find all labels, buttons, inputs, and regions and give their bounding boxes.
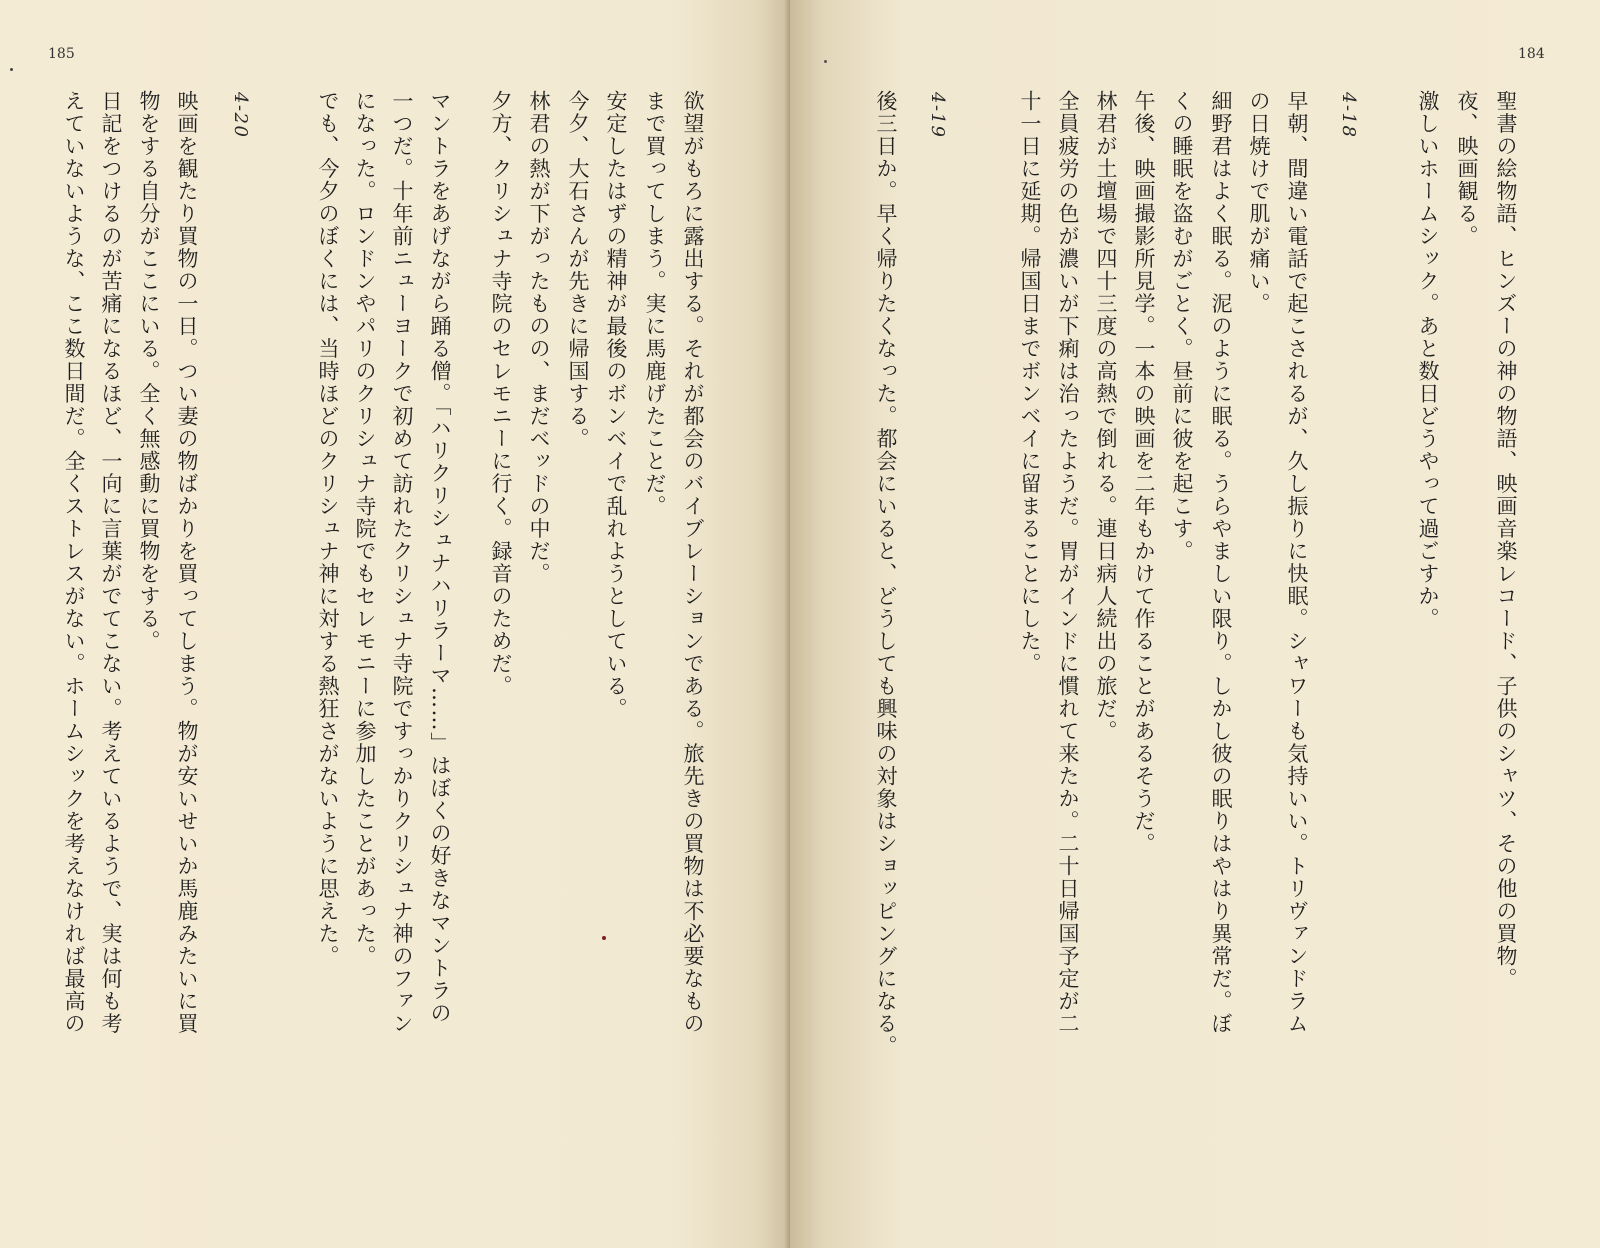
entry-heading: 4-20: [230, 92, 251, 139]
text-column: 林君が土壇場で四十三度の高熱で倒れる。連日病人続出の旅だ。: [1094, 90, 1118, 743]
text-column: 激しいホームシック。あと数日どうやって過ごすか。: [1416, 90, 1440, 630]
text-column: 夜、映画観る。: [1455, 90, 1479, 248]
entry-heading: 4-19: [927, 92, 948, 139]
text-column: まで買ってしまう。実に馬鹿げたことだ。: [643, 90, 667, 518]
ink-speck: [10, 68, 13, 71]
text-column: 早朝、間違い電話で起こされるが、久し振りに快眠。シャワーも気持いい。トリヴァンドラム: [1285, 90, 1309, 1035]
text-column: 細野君はよく眠る。泥のように眠る。うらやましい限り。しかし彼の眠りはやはり異常だ。ぼ: [1209, 90, 1233, 1035]
text-column: 今夕、大石さんが先きに帰国する。: [566, 90, 590, 450]
left-page: [0, 0, 790, 1248]
text-column: 十一日に延期。帰国日までボンベイに留まることにした。: [1018, 90, 1042, 675]
text-column: 午後、映画撮影所見学。一本の映画を二年もかけて作ることがあるそうだ。: [1132, 90, 1156, 855]
text-column: になった。ロンドンやパリのクリシュナ寺院でもセレモニーに参加したことがあった。: [353, 90, 377, 968]
entry-heading: 4-18: [1338, 92, 1359, 139]
text-column: 物をする自分がここにいる。全く無感動に買物をする。: [137, 90, 161, 653]
text-column: 全員疲労の色が濃いが下痢は治ったようだ。胃がインドに慣れて来たか。二十日帰国予定が二: [1056, 90, 1080, 1035]
right-page: [790, 0, 1600, 1248]
ink-speck: [824, 60, 827, 63]
text-column: 後三日か。早く帰りたくなった。都会にいると、どうしても興味の対象はショッピングになる。: [874, 90, 898, 1058]
text-column: 日記をつけるのが苦痛になるほど、一向に言葉がでてこない。考えているようで、実は何も考: [99, 90, 123, 1035]
text-column: 林君の熱が下がったものの、まだベッドの中だ。: [527, 90, 551, 585]
text-column: の日焼けで肌が痛い。: [1247, 90, 1271, 315]
text-column: 安定したはずの精神が最後のボンベイで乱れようとしている。: [604, 90, 628, 720]
text-column: くの睡眠を盗むがごとく。昼前に彼を起こす。: [1170, 90, 1194, 563]
ink-speck: [602, 936, 606, 940]
page-number: 184: [1518, 46, 1545, 62]
text-column: でも、今夕のぼくには、当時ほどのクリシュナ神に対する熱狂さがないように思えた。: [316, 90, 340, 968]
page-number: 185: [48, 46, 75, 62]
text-column: 一つだ。十年前ニューヨークで初めて訪れたクリシュナ寺院ですっかりクリシュナ神のファン: [390, 90, 414, 1035]
text-column: マントラをあげながら踊る僧。「ハリクリシュナハリラーマ……」はぼくの好きなマントラの: [428, 90, 452, 1025]
text-column: 夕方、クリシュナ寺院のセレモニーに行く。録音のためだ。: [489, 90, 513, 698]
text-column: えていないような、ここ数日間だ。全くストレスがない。ホームシックを考えなければ最高の: [62, 90, 86, 1035]
text-column: 聖書の絵物語、ヒンズーの神の物語、映画音楽レコード、子供のシャツ、その他の買物。: [1494, 90, 1518, 990]
text-column: 映画を観たり買物の一日。つい妻の物ばかりを買ってしまう。物が安いせいか馬鹿みたいに買: [175, 90, 199, 1035]
text-column: 欲望がもろに露出する。それが都会のバイブレーションである。旅先きの買物は不必要なもの: [681, 90, 705, 1035]
